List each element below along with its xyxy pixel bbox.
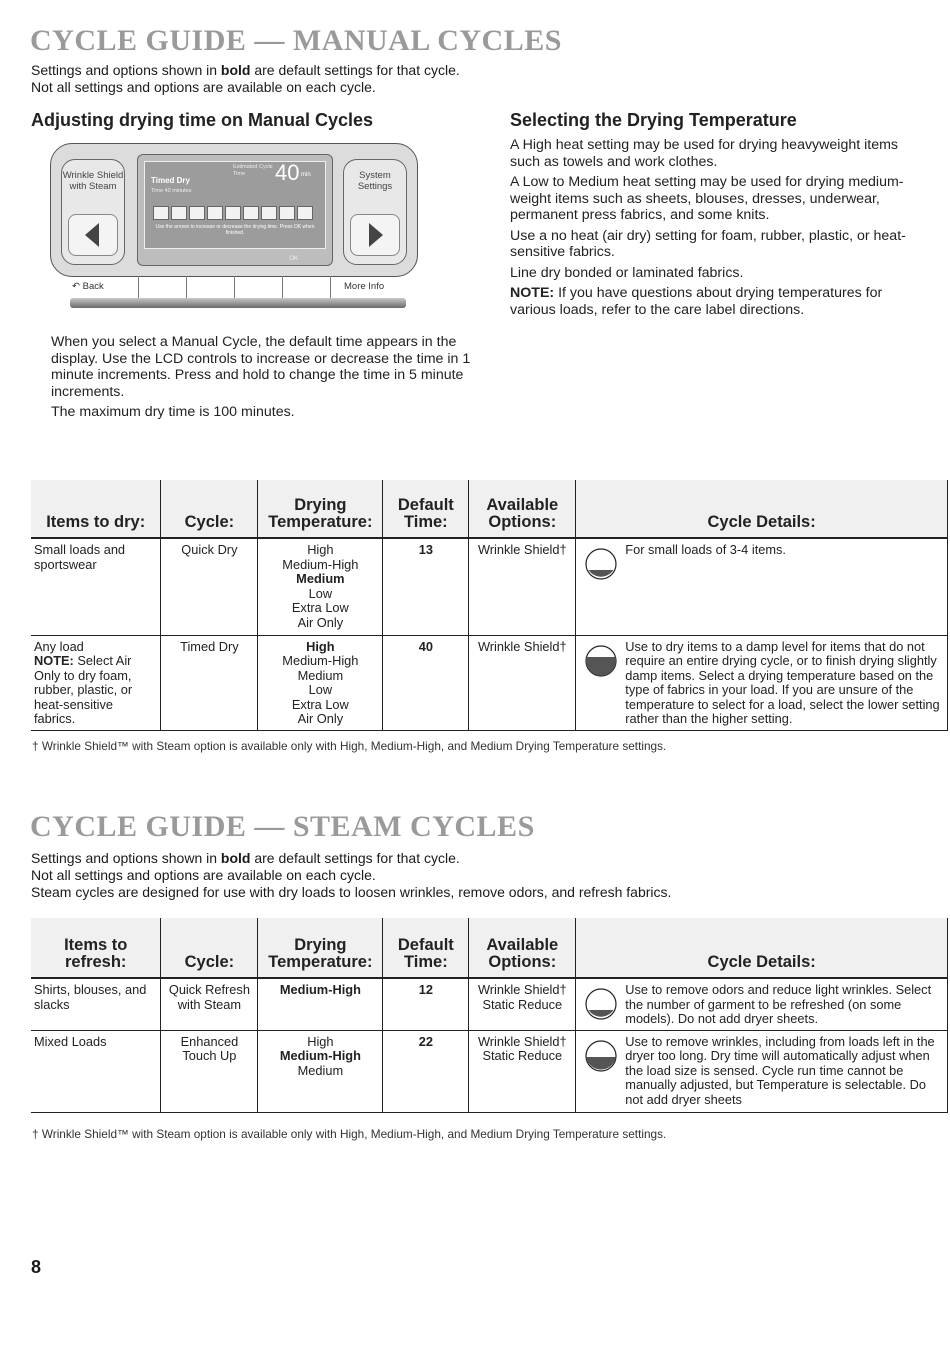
right-arrow-icon <box>351 215 399 255</box>
temp-option-default: Medium-High <box>279 1048 361 1063</box>
screen-estimated-label: Estimated Cycle Time <box>233 164 273 177</box>
col-header-details: Cycle Details: <box>576 480 948 538</box>
col-header-time: Default Time: <box>383 918 469 978</box>
manual-cycles-table <box>31 480 948 731</box>
drying-temp-heading: Selecting the Drying Temperature <box>510 110 797 130</box>
dryness-level-low-icon <box>585 988 617 1020</box>
cell-temps <box>258 635 383 730</box>
wrinkle-shield-label: Wrinkle Shield with Steam <box>62 170 124 192</box>
cell-details <box>576 1030 948 1112</box>
table-row <box>31 635 948 730</box>
col-header-options: Available Options: <box>469 918 576 978</box>
details-text: Use to remove odors and reduce light wrinkles. Select the number of garment to be refreshed (on some models). Do not add dryer sheets. <box>625 982 932 1026</box>
temp-option: Medium <box>297 667 344 683</box>
option-wrinkle-shield: Wrinkle Shield† <box>477 1033 567 1049</box>
screen-cell <box>225 206 241 220</box>
option-static-reduce: Static Reduce <box>482 996 563 1012</box>
option-wrinkle-shield: Wrinkle Shield† <box>477 982 567 997</box>
adjust-time-heading: Adjusting drying time on Manual Cycles <box>31 110 374 130</box>
table-row <box>31 1030 948 1112</box>
cell-time: 12 <box>383 978 469 1030</box>
left-arrow-icon <box>69 215 117 255</box>
temp-option: Medium-High <box>282 556 359 572</box>
cell-temps <box>258 1030 383 1112</box>
temp-note <box>510 285 908 318</box>
right-arrow-button[interactable] <box>350 214 400 256</box>
adjust-time-text <box>51 334 481 425</box>
col-header-details: Cycle Details: <box>576 918 948 978</box>
adjust-paragraph: When you select a Manual Cycle, the default time appears in the display. Use the LCD controls to increase or decrease the time in 1 minute increments. Press and hold to change the time in 5 minute increments. <box>51 334 471 400</box>
temp-paragraph: A Low to Medium heat setting may be used for drying medium-weight items such as sheets, blouses, dresses, underwear, permanent press fabrics, and some knits. <box>510 174 904 223</box>
col-header-temp: Drying Temperature: <box>258 918 383 978</box>
temp-option: High <box>307 1033 334 1049</box>
cell-time: 40 <box>383 635 469 730</box>
cell-cycle: Quick Dry <box>161 538 258 635</box>
note-text: If you have questions about drying temperatures for various loads, refer to the care label directions. <box>510 285 883 318</box>
table-header-row <box>31 480 948 538</box>
wrinkle-shield-panel <box>61 159 125 265</box>
temp-paragraph: Line dry bonded or laminated fabrics. <box>510 264 744 281</box>
col-header-cycle: Cycle: <box>161 918 258 978</box>
col-header-cycle: Cycle: <box>161 480 258 538</box>
left-arrow-button[interactable] <box>68 214 118 256</box>
dryness-level-high-icon <box>585 645 617 677</box>
adjust-paragraph: The maximum dry time is 100 minutes. <box>51 404 295 420</box>
col-header-options: Available Options: <box>469 480 576 538</box>
drying-temp-text <box>510 137 908 322</box>
col-header-temp: Drying Temperature: <box>258 480 383 538</box>
screen-cell <box>189 206 205 220</box>
temp-option: Low <box>308 585 333 601</box>
steam-footnote: † Wrinkle Shield™ with Steam option is available only with High, Medium-High, and Medium Drying Temperature settings. <box>32 1127 667 1141</box>
cell-option: Wrinkle Shield† <box>469 635 576 730</box>
temp-option: Low <box>308 682 333 697</box>
more-info-button[interactable]: More Info <box>344 281 385 292</box>
cell-time: 13 <box>383 538 469 635</box>
intro-bold: bold <box>220 850 251 866</box>
back-button[interactable] <box>72 281 104 292</box>
dryness-level-low-icon <box>585 548 617 580</box>
manual-footnote: † Wrinkle Shield™ with Steam option is available only with High, Medium-High, and Medium Drying Temperature settings. <box>32 739 667 753</box>
cell-option: Wrinkle Shield† <box>469 538 576 635</box>
temp-paragraph: A High heat setting may be used for drying heavyweight items such as towels and work clothes. <box>510 137 899 170</box>
table-row <box>31 538 948 635</box>
back-icon: ↶ <box>72 281 83 292</box>
temp-option: High <box>307 542 334 557</box>
steam-cycles-title: CYCLE GUIDE — STEAM CYCLES <box>30 810 535 843</box>
back-label: Back <box>82 281 104 292</box>
temp-paragraph: Use a no heat (air dry) setting for foam, rubber, plastic, or heat-sensitive fabrics. <box>510 227 906 260</box>
cell-items: Small loads and sportswear <box>31 538 161 635</box>
cell-details <box>576 635 948 730</box>
col-header-items: Items to refresh: <box>31 918 161 978</box>
steam-cycles-table <box>31 918 948 1113</box>
intro-text: Not all settings and options are available on each cycle. <box>31 79 376 95</box>
temp-option-default: Medium-High <box>258 978 383 1030</box>
screen-cell <box>261 206 277 220</box>
temp-option: Extra Low <box>291 696 349 712</box>
cell-items <box>31 635 161 730</box>
cell-details <box>576 538 948 635</box>
screen-cell <box>171 206 187 220</box>
cell-cycle: Timed Dry <box>161 635 258 730</box>
screen-help-text: Use the arrows to increase or decrease the drying time. Press OK when finished. <box>155 224 315 236</box>
cell-cycle: Quick Refresh with Steam <box>161 978 258 1030</box>
steam-intro <box>31 850 671 901</box>
note-label: NOTE: <box>510 285 555 301</box>
details-text: For small loads of 3-4 items. <box>625 542 786 557</box>
lcd-screen <box>137 154 333 266</box>
control-panel-illustration <box>50 143 418 277</box>
temp-option: Air Only <box>297 711 344 726</box>
temp-option: Extra Low <box>291 600 349 615</box>
table-header-row <box>31 918 948 978</box>
screen-cycle-sub: Time 40 minutes <box>151 188 192 194</box>
screen-ok-label: OK <box>289 256 298 262</box>
cell-items: Shirts, blouses, and slacks <box>31 978 161 1030</box>
screen-cell <box>243 206 259 220</box>
note-text: Select Air Only to dry foam, rubber, plastic, or heat-sensitive fabrics. <box>34 653 133 726</box>
intro-text: Steam cycles are designed for use with dry loads to loosen wrinkles, remove odors, and refresh fabrics. <box>31 884 672 900</box>
manual-intro <box>31 62 460 96</box>
button-bar <box>70 298 406 308</box>
temp-option-default: Medium <box>296 571 345 586</box>
cell-option <box>469 1030 576 1112</box>
note-label: NOTE: <box>34 653 74 668</box>
system-settings-label: System Settings <box>357 170 393 192</box>
intro-text: Not all settings and options are available on each cycle. <box>31 867 376 883</box>
screen-time-value: 40 <box>275 160 300 185</box>
screen-cell <box>153 206 169 220</box>
manual-cycles-title: CYCLE GUIDE — MANUAL CYCLES <box>30 24 562 57</box>
cell-option <box>469 978 576 1030</box>
option-static-reduce: Static Reduce <box>482 1048 563 1063</box>
details-text: Use to remove wrinkles, including from loads left in the dryer too long. Dry time will automatically adjust when the load size is sensed. Cycle run time cannot be manually adjusted, but Temperature is selectable. Do not add dryer sheets <box>625 1033 935 1107</box>
cell-items: Mixed Loads <box>31 1030 161 1112</box>
temp-option: Air Only <box>297 614 344 630</box>
intro-text: Settings and options shown in <box>31 62 221 78</box>
screen-cell <box>279 206 295 220</box>
table-row <box>31 978 948 1030</box>
temp-option-default: High <box>306 638 335 654</box>
system-settings-panel <box>343 159 407 265</box>
col-header-time: Default Time: <box>383 480 469 538</box>
cell-details <box>576 978 948 1030</box>
cell-temps <box>258 538 383 635</box>
screen-time-unit: min <box>301 172 311 178</box>
intro-text: are default settings for that cycle. <box>250 850 460 866</box>
page-number: 8 <box>31 1257 42 1277</box>
screen-cell <box>207 206 223 220</box>
temp-option: Medium-High <box>282 653 359 668</box>
screen-cycle-name: Timed Dry <box>151 176 190 185</box>
screen-cell <box>297 206 313 220</box>
temp-option: Medium <box>297 1062 344 1078</box>
intro-text: Settings and options shown in <box>31 850 221 866</box>
cell-cycle: Enhanced Touch Up <box>161 1030 258 1112</box>
items-text: Any load <box>34 638 84 654</box>
intro-bold: bold <box>220 62 251 78</box>
details-text: Use to dry items to a damp level for items that do not require an entire drying cycle, or to finish drying slightly damp items. Select a drying temperature based on the type of fabrics in your load. If you are unsure of the temperature to select for a load, select the lower setting rather than the higher setting. <box>625 638 940 726</box>
cell-time: 22 <box>383 1030 469 1112</box>
control-button-strip <box>62 276 406 312</box>
col-header-items: Items to dry: <box>31 480 161 538</box>
dryness-level-medium-icon <box>585 1040 617 1072</box>
intro-text: are default settings for that cycle. <box>250 62 460 78</box>
